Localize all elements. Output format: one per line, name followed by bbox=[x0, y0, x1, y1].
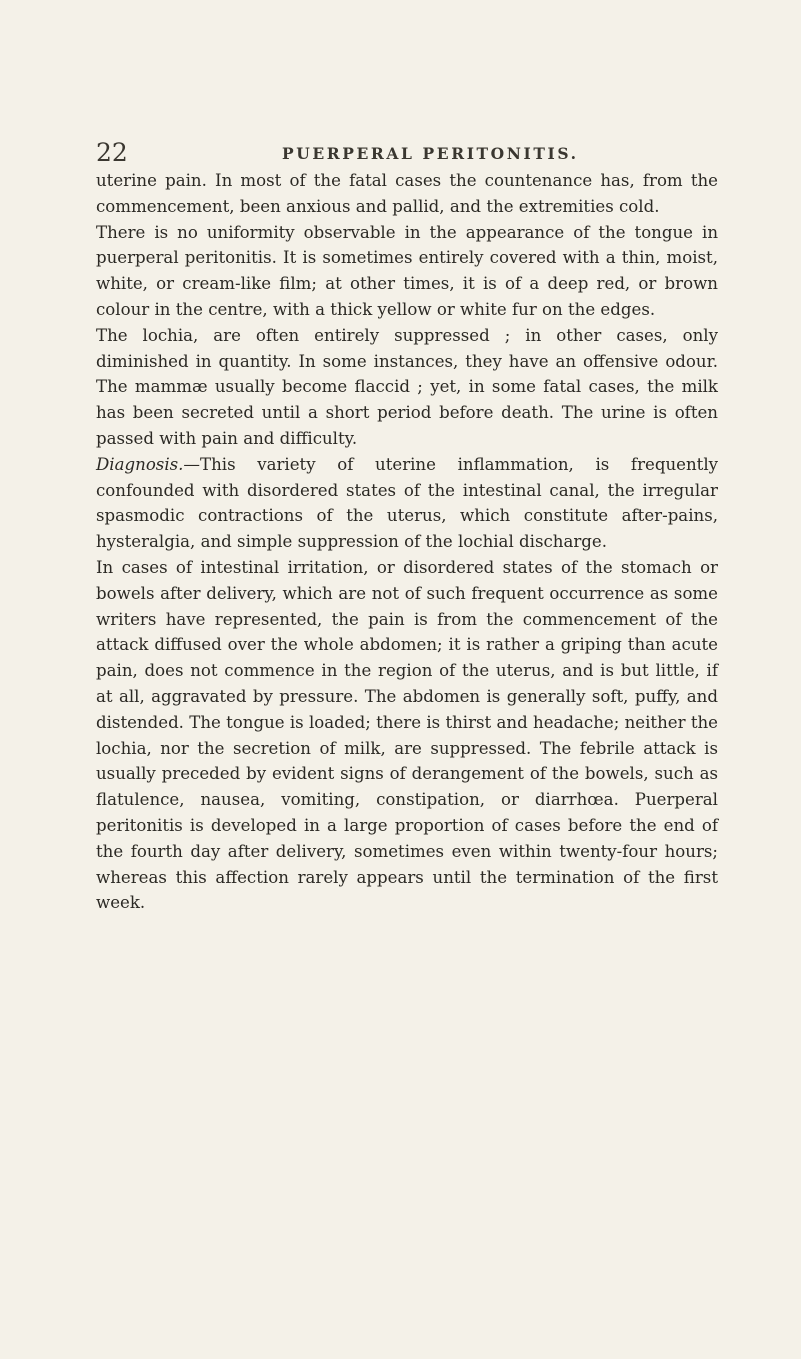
paragraph-4-text: —This variety of uterine inflammation, is frequently confounded with disordered states of the intestinal canal, the irregular spasmodic contractions of the uterus, which constitute after-pains, hysteralgia, and simple suppression of the lochial discharge. bbox=[96, 454, 718, 552]
page-number: 22 bbox=[96, 138, 128, 167]
paragraph-2: There is no uniformity observable in the appearance of the tongue in puerperal peritonitis. It is sometimes entirely covered with a thin, moist, white, or cream-like film; at other times, it is of a deep red, or brown colour in the centre, with a thick yellow or white fur on the edges. bbox=[96, 222, 718, 319]
paragraph-4 bbox=[96, 452, 718, 555]
paragraph-5: In cases of intestinal irritation, or disordered states of the stomach or bowels after delivery, which are not of such frequent occurrence as some writers have represented, the pain is from the commencement of the attack diffused over the whole abdomen; it is rather a griping than acute pain, does not commence in the region of the uterus, and is but little, if at all, aggravated by pressure. The abdomen is generally soft, puffy, and distended. The tongue is loaded; there is thirst and headache; neither the lochia, nor the secretion of milk, are suppressed. The febrile attack is usually preceded by evident signs of derangement of the bowels, such as flatulence, nausea, vomiting, constipation, or diarrhœa. Puerperal peritonitis is developed in a large proportion of cases before the end of the fourth day after delivery, sometimes even within twenty-four hours; whereas this affection rarely appears until the termination of the first week. bbox=[96, 557, 718, 913]
running-title: PUERPERAL PERITONITIS. bbox=[282, 144, 579, 163]
diagnosis-heading: Diagnosis. bbox=[96, 454, 184, 474]
body-text bbox=[96, 168, 718, 916]
paragraph-3: The lochia, are often entirely suppressed ; in other cases, only diminished in quantity. In some instances, they have an offensive odour. The mammæ usually become flaccid ; yet, in some fatal cases, the milk has been secreted until a short period before death. The urine is often passed with pain and difficulty. bbox=[96, 325, 718, 448]
paragraph-1: uterine pain. In most of the fatal cases the countenance has, from the commencement, been anxious and pallid, and the extremities cold. bbox=[96, 171, 718, 216]
running-head bbox=[96, 138, 716, 168]
